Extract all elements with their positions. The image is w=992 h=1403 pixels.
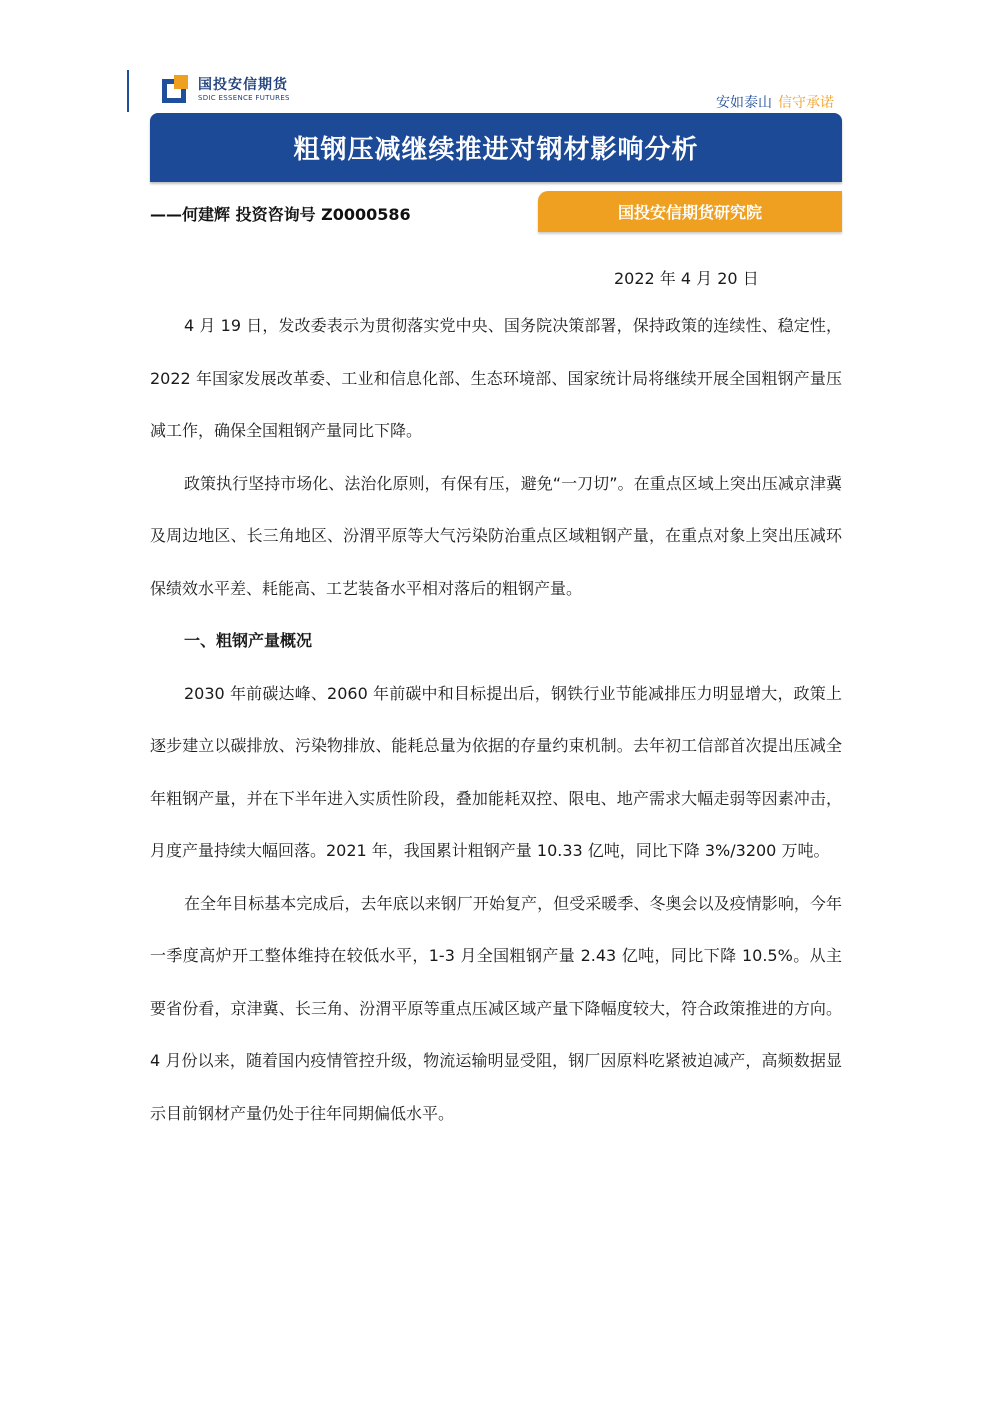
slogan — [716, 92, 834, 112]
section-heading: 一、粗钢产量概况 — [184, 631, 313, 650]
paragraph: 4 月 19 日，发改委表示为贯彻落实党中央、国务院决策部署，保持政策的连续性、稳定性，2022 年国家发展改革委、工业和信息化部、生态环境部、国家统计局将继续开展全国粗钢产量压减工作，确保全国粗钢产量同比下降。 — [150, 316, 842, 440]
title-banner — [150, 113, 842, 182]
slogan-part-1: 安如泰山 — [716, 95, 772, 111]
paragraph: 在全年目标基本完成后，去年底以来钢厂开始复产，但受采暖季、冬奥会以及疫情影响，今年一季度高炉开工整体维持在较低水平，1-3 月全国粗钢产量 2.43 亿吨，同比下降 10.5%。从主要省份看，京津冀、长三角、汾渭平原等重点压减区域产量下降幅度较大，符合政策推进的方向。4 月份以来，随着国内疫情管控升级，物流运输明显受阻，钢厂因原料吃紧被迫减产，高频数据显示目前钢材产量仍处于往年同期偏低水平。 — [150, 893, 842, 1123]
logo-chinese-name: 国投安信期货 — [198, 77, 288, 93]
document-title: 粗钢压减继续推进对钢材影响分析 — [293, 135, 699, 165]
company-logo — [162, 73, 290, 107]
slogan-part-2: 信守承诺 — [778, 95, 834, 111]
author-line: ——何建辉 投资咨询号 Z0000586 — [150, 205, 411, 224]
logo-mark-icon — [162, 75, 192, 105]
organization-name: 国投安信期货研究院 — [617, 203, 762, 222]
report-date: 2022 年 4 月 20 日 — [614, 269, 759, 288]
document-body — [150, 300, 842, 1140]
paragraph: 政策执行坚持市场化、法治化原则，有保有压，避免“一刀切”。在重点区域上突出压减京津冀及周边地区、长三角地区、汾渭平原等大气污染防治重点区域粗钢产量，在重点对象上突出压减环保绩效水平差、耗能高、工艺装备水平相对落后的粗钢产量。 — [150, 473, 842, 598]
paragraph: 2030 年前碳达峰、2060 年前碳中和目标提出后，钢铁行业节能减排压力明显增大，政策上逐步建立以碳排放、污染物排放、能耗总量为依据的存量约束机制。去年初工信部首次提出压减全年粗钢产量，并在下半年进入实质性阶段，叠加能耗双控、限电、地产需求大幅走弱等因素冲击，月度产量持续大幅回落。2021 年，我国累计粗钢产量 10.33 亿吨，同比下降 3%/3200 万吨。 — [150, 683, 842, 860]
logo-english-name: SDIC ESSENCE FUTURES — [198, 94, 290, 102]
header-accent-bar — [127, 70, 129, 112]
organization-tab — [538, 191, 842, 232]
